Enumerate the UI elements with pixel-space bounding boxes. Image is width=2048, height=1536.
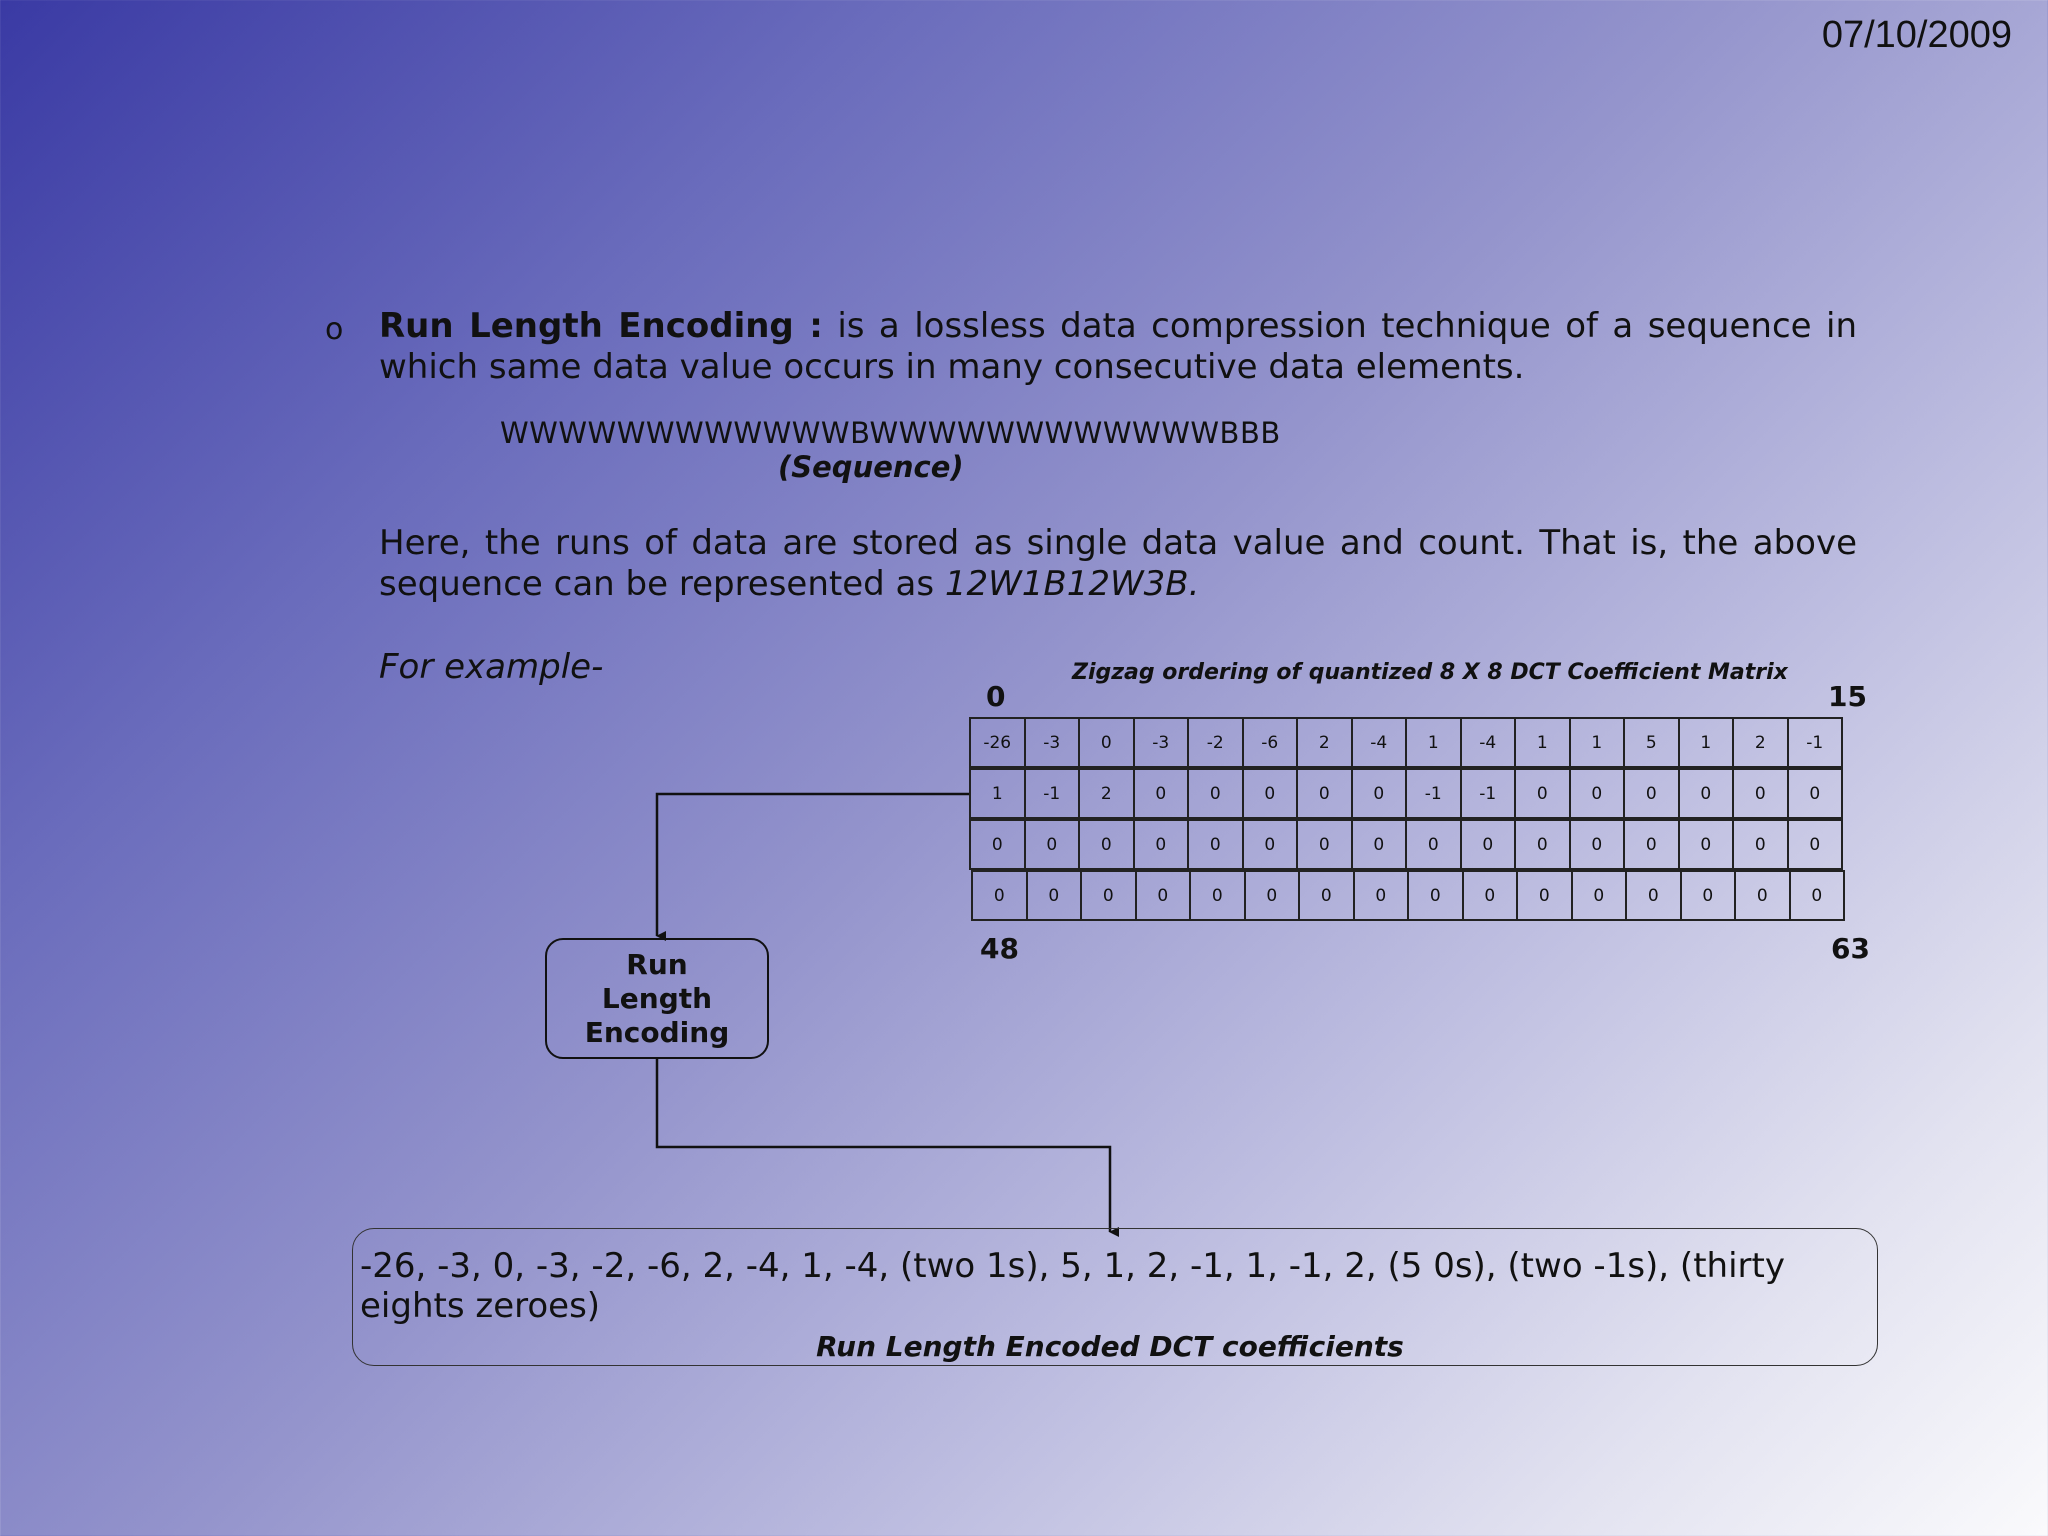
matrix-cell: 0 [1407, 870, 1464, 921]
matrix-cell: 0 [1026, 870, 1083, 921]
matrix-cell: 0 [1680, 870, 1737, 921]
matrix-cell: 0 [1187, 819, 1244, 870]
matrix-cell: 0 [1623, 768, 1680, 819]
matrix-cell: 0 [1625, 870, 1682, 921]
matrix-cell: 0 [1133, 768, 1190, 819]
matrix-cell: 0 [1242, 768, 1299, 819]
matrix-cell: 1 [1405, 717, 1462, 768]
matrix-cell: 1 [969, 768, 1026, 819]
result-label: Run Length Encoded DCT coefficients [816, 1330, 1404, 1363]
intro-term: Run Length Encoding : [379, 306, 823, 346]
matrix-cell: 0 [1516, 870, 1573, 921]
matrix-cell: 1 [1569, 717, 1626, 768]
matrix-cell: -4 [1351, 717, 1408, 768]
example-label: For example- [379, 647, 604, 687]
arrow-rle-to-result [657, 1059, 1110, 1232]
matrix-index-bottom-left: 48 [980, 932, 1019, 965]
matrix-cell: 0 [1244, 870, 1301, 921]
intro-text: is a lossless data compression technique of a sequence in which same data value occurs in many consecutive data elements. [379, 306, 1858, 387]
matrix-cell: 0 [1187, 768, 1244, 819]
matrix-cell: 0 [1133, 819, 1190, 870]
matrix-cell: 0 [1462, 870, 1519, 921]
matrix-cell: 0 [1078, 717, 1135, 768]
matrix-index-top-right: 15 [1828, 680, 1867, 713]
matrix-cell: 0 [1787, 768, 1844, 819]
matrix-cell: 2 [1732, 717, 1789, 768]
matrix-cell: 5 [1623, 717, 1680, 768]
explanation-text: Here, the runs of data are stored as single data value and count. That is, the above sequence can be represented as [379, 523, 1857, 604]
matrix-cell: 0 [1351, 768, 1408, 819]
matrix-cell: 0 [1296, 768, 1353, 819]
matrix-title: Zigzag ordering of quantized 8 X 8 DCT Coefficient Matrix [1072, 660, 1788, 685]
matrix-cell: 0 [1569, 768, 1626, 819]
rle-box-line1: Run [626, 947, 688, 981]
matrix-cell: -1 [1405, 768, 1462, 819]
matrix-cell: 0 [1080, 870, 1137, 921]
matrix-index-bottom-right: 63 [1831, 932, 1870, 965]
matrix-cell: 2 [1296, 717, 1353, 768]
matrix-index-top-left: 0 [986, 680, 1006, 713]
matrix-cell: 0 [1460, 819, 1517, 870]
matrix-cell: 0 [1135, 870, 1192, 921]
matrix-cell: 1 [1514, 717, 1571, 768]
matrix-cell: 0 [1024, 819, 1081, 870]
matrix-cell: 0 [1732, 819, 1789, 870]
slide-date: 07/10/2009 [1821, 14, 2012, 56]
encoded-example: 12W1B12W3B. [944, 564, 1200, 604]
matrix-cell: 1 [1678, 717, 1735, 768]
result-text: -26, -3, 0, -3, -2, -6, 2, -4, 1, -4, (two 1s), 5, 1, 2, -1, 1, -1, 2, (5 0s), (two -1s), (thirty eights zeroes) [360, 1246, 1785, 1326]
rle-box-line2: Length [601, 981, 713, 1015]
matrix-cell: -3 [1133, 717, 1190, 768]
matrix-cell: 0 [1678, 819, 1735, 870]
matrix-cell: 0 [1734, 870, 1791, 921]
run-length-encoding-box [545, 938, 769, 1059]
bullet-marker: o [325, 312, 344, 347]
matrix-cell: 0 [1787, 819, 1844, 870]
matrix-cell: -26 [969, 717, 1026, 768]
matrix-cell: -1 [1024, 768, 1081, 819]
matrix-cell: 0 [1732, 768, 1789, 819]
matrix-cell: -4 [1460, 717, 1517, 768]
matrix-cell: 0 [1296, 819, 1353, 870]
matrix-cell: -1 [1460, 768, 1517, 819]
matrix-cell: 2 [1078, 768, 1135, 819]
matrix-cell: 0 [1298, 870, 1355, 921]
matrix-cell: -3 [1024, 717, 1081, 768]
matrix-cell: 0 [1351, 819, 1408, 870]
arrow-matrix-to-rle [657, 794, 969, 936]
matrix-cell: -2 [1187, 717, 1244, 768]
matrix-cell: 0 [1405, 819, 1462, 870]
matrix-cell: -1 [1787, 717, 1844, 768]
sequence-text: WWWWWWWWWWWWBWWWWWWWWWWWWBBB [500, 416, 1281, 450]
matrix-cell: 0 [1353, 870, 1410, 921]
matrix-cell: -6 [1242, 717, 1299, 768]
matrix-cell: 0 [1569, 819, 1626, 870]
matrix-cell: 0 [1242, 819, 1299, 870]
matrix-cell: 0 [1078, 819, 1135, 870]
rle-box-line3: Encoding [584, 1015, 730, 1049]
matrix-cell: 0 [971, 870, 1028, 921]
matrix-cell: 0 [1571, 870, 1628, 921]
matrix-cell: 0 [969, 819, 1026, 870]
sequence-label: (Sequence) [778, 450, 964, 484]
matrix-cell: 0 [1678, 768, 1735, 819]
matrix-cell: 0 [1789, 870, 1846, 921]
matrix-cell: 0 [1514, 819, 1571, 870]
matrix-cell: 0 [1623, 819, 1680, 870]
matrix-cell: 0 [1189, 870, 1246, 921]
matrix-cell: 0 [1514, 768, 1571, 819]
